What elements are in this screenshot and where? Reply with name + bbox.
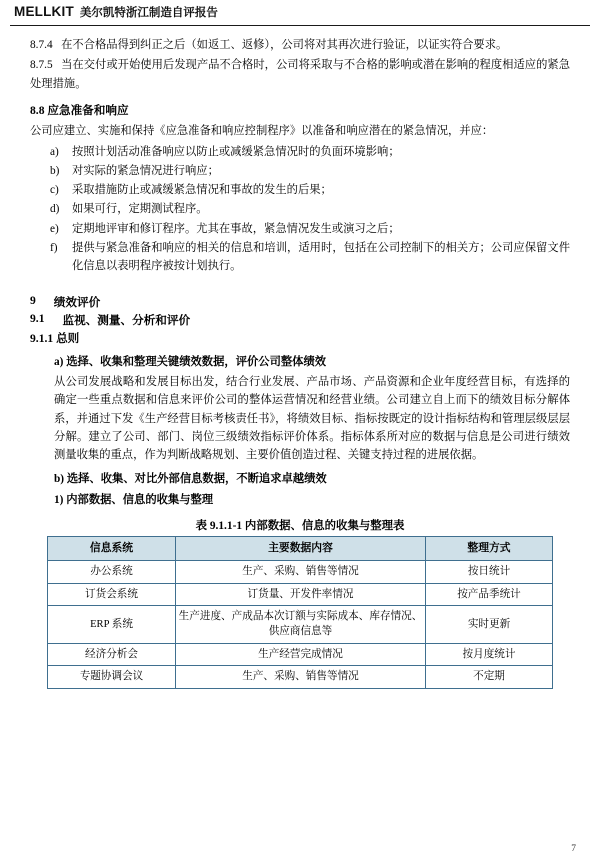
table-cell: 订货量、开发件率情况 <box>176 583 426 605</box>
header-divider <box>10 25 590 26</box>
table-row <box>48 666 553 688</box>
internal-data-table <box>47 536 553 689</box>
clause-8-7-4 <box>30 36 570 54</box>
table-cell: 经济分析会 <box>48 643 176 665</box>
table-cell: 生产进度、产成品本次订额与实际成本、库存情况、供应商信息等 <box>176 606 426 644</box>
table-row <box>48 583 553 605</box>
heading-item-a: a) 选择、收集和整理关键绩效数据，评价公司整体绩效 <box>54 356 327 369</box>
clause-number: 8.7.4 <box>30 39 53 51</box>
brand-logo: MELLKIT <box>14 4 74 19</box>
list-item <box>30 181 570 199</box>
heading-item-b-1: 1) 内部数据、信息的收集与整理 <box>54 493 214 506</box>
table-caption: 表 9.1.1-1 内部数据、信息的收集与整理表 <box>195 519 405 532</box>
list-text: 按照计划活动准备响应以防止或减缓紧急情况时的负面环境影响； <box>72 145 400 158</box>
heading-item-b: b) 选择、收集、对比外部信息数据，不断追求卓越绩效 <box>54 472 327 485</box>
list-marker: e) <box>50 222 59 235</box>
table-cell: 按月度统计 <box>426 643 553 665</box>
list-text: 如果可行，定期测试程序。 <box>72 203 208 216</box>
list-text: 定期地评审和修订程序。尤其在事故，紧急情况发生或演习之后； <box>72 222 400 235</box>
list-item <box>30 200 570 218</box>
table-row <box>48 643 553 665</box>
list-item <box>30 143 570 161</box>
table-header-row <box>48 536 553 561</box>
column-header-main-data: 主要数据内容 <box>176 536 426 561</box>
table-cell: 生产经营完成情况 <box>176 643 426 665</box>
table-cell: 订货会系统 <box>48 583 176 605</box>
table-cell: 专题协调会议 <box>48 666 176 688</box>
section-8-8-intro: 公司应建立、实施和保持《应急准备和响应控制程序》以准备和响应潜在的紧急情况，并应： <box>30 125 494 138</box>
clause-number: 8.7.5 <box>30 59 53 72</box>
subsection-title: 监视、测量、分析和评价 <box>62 313 191 327</box>
list-item <box>30 162 570 180</box>
table-cell: 按产品季统计 <box>426 583 553 605</box>
document-header <box>0 0 600 26</box>
page-number: 7 <box>571 844 576 854</box>
list-text: 采取措施防止或减缓紧急情况和事故的发生的后果； <box>72 184 332 197</box>
heading-9-1-1: 9.1.1 总则 <box>30 331 80 345</box>
list-text: 对实际的紧急情况进行响应； <box>72 164 219 177</box>
table-cell: 生产、采购、销售等情况 <box>176 666 426 688</box>
table-row <box>48 561 553 583</box>
document-title: 美尔凯特浙江制造自评报告 <box>79 7 218 19</box>
list-item <box>30 239 570 276</box>
section-number: 9 <box>30 293 36 307</box>
section-8-8-list <box>30 143 570 276</box>
table-row <box>48 606 553 644</box>
column-header-info-system: 信息系统 <box>48 536 176 561</box>
list-text: 提供与紧急准备和响应的相关的信息和培训，适用时，包括在公司控制下的相关方；公司应保留文件化信息以表明程序被按计划执行。 <box>72 242 570 273</box>
subsection-number: 9.1 <box>30 311 45 325</box>
clause-text: 当在交付或开始使用后发现产品不合格时，公司将采取与不合格的影响或潜在影响的程度相适应的紧急处理措施。 <box>30 59 570 90</box>
section-title: 绩效评价 <box>53 295 101 309</box>
table-cell: ERP 系统 <box>48 606 176 644</box>
heading-8-8: 8.8 应急准备和响应 <box>30 103 129 117</box>
list-marker: c) <box>50 184 59 197</box>
list-marker: a) <box>50 145 59 158</box>
paragraph-item-a: 从公司发展战略和发展目标出发，结合行业发展、产品市场、产品资源和企业年度经营目标，有选择的确定一些重点数据和信息来评价公司的整体运营情况和经营业绩。公司建立自上而下的绩效目标分解体系，并通过下发《生产经营目标考核责任书》，将绩效目标、指标按既定的设计指标结构和管理层级层层分解。建立了公司、部门、岗位三级绩效指标评价体系。指标体系所对应的数据与信息是公司进行绩效测量收集的重点，作为判断战略规划、主要价值创造过程、关键支持过程的进展依据。 <box>54 376 570 462</box>
table-cell: 生产、采购、销售等情况 <box>176 561 426 583</box>
list-marker: f) <box>50 242 58 255</box>
list-marker: b) <box>50 164 60 177</box>
brand-row <box>14 4 586 20</box>
list-item <box>30 220 570 238</box>
table-cell: 办公系统 <box>48 561 176 583</box>
table-cell: 按日统计 <box>426 561 553 583</box>
clause-8-7-5 <box>30 56 570 93</box>
table-cell: 不定期 <box>426 666 553 688</box>
heading-9-1 <box>30 312 570 328</box>
list-marker: d) <box>50 203 60 216</box>
column-header-method: 整理方式 <box>426 536 553 561</box>
document-body <box>0 26 600 689</box>
table-cell: 实时更新 <box>426 606 553 644</box>
clause-text: 在不合格品得到纠正之后（如返工、返修），公司将对其再次进行验证，以证实符合要求。 <box>61 39 508 51</box>
heading-9 <box>30 294 570 310</box>
